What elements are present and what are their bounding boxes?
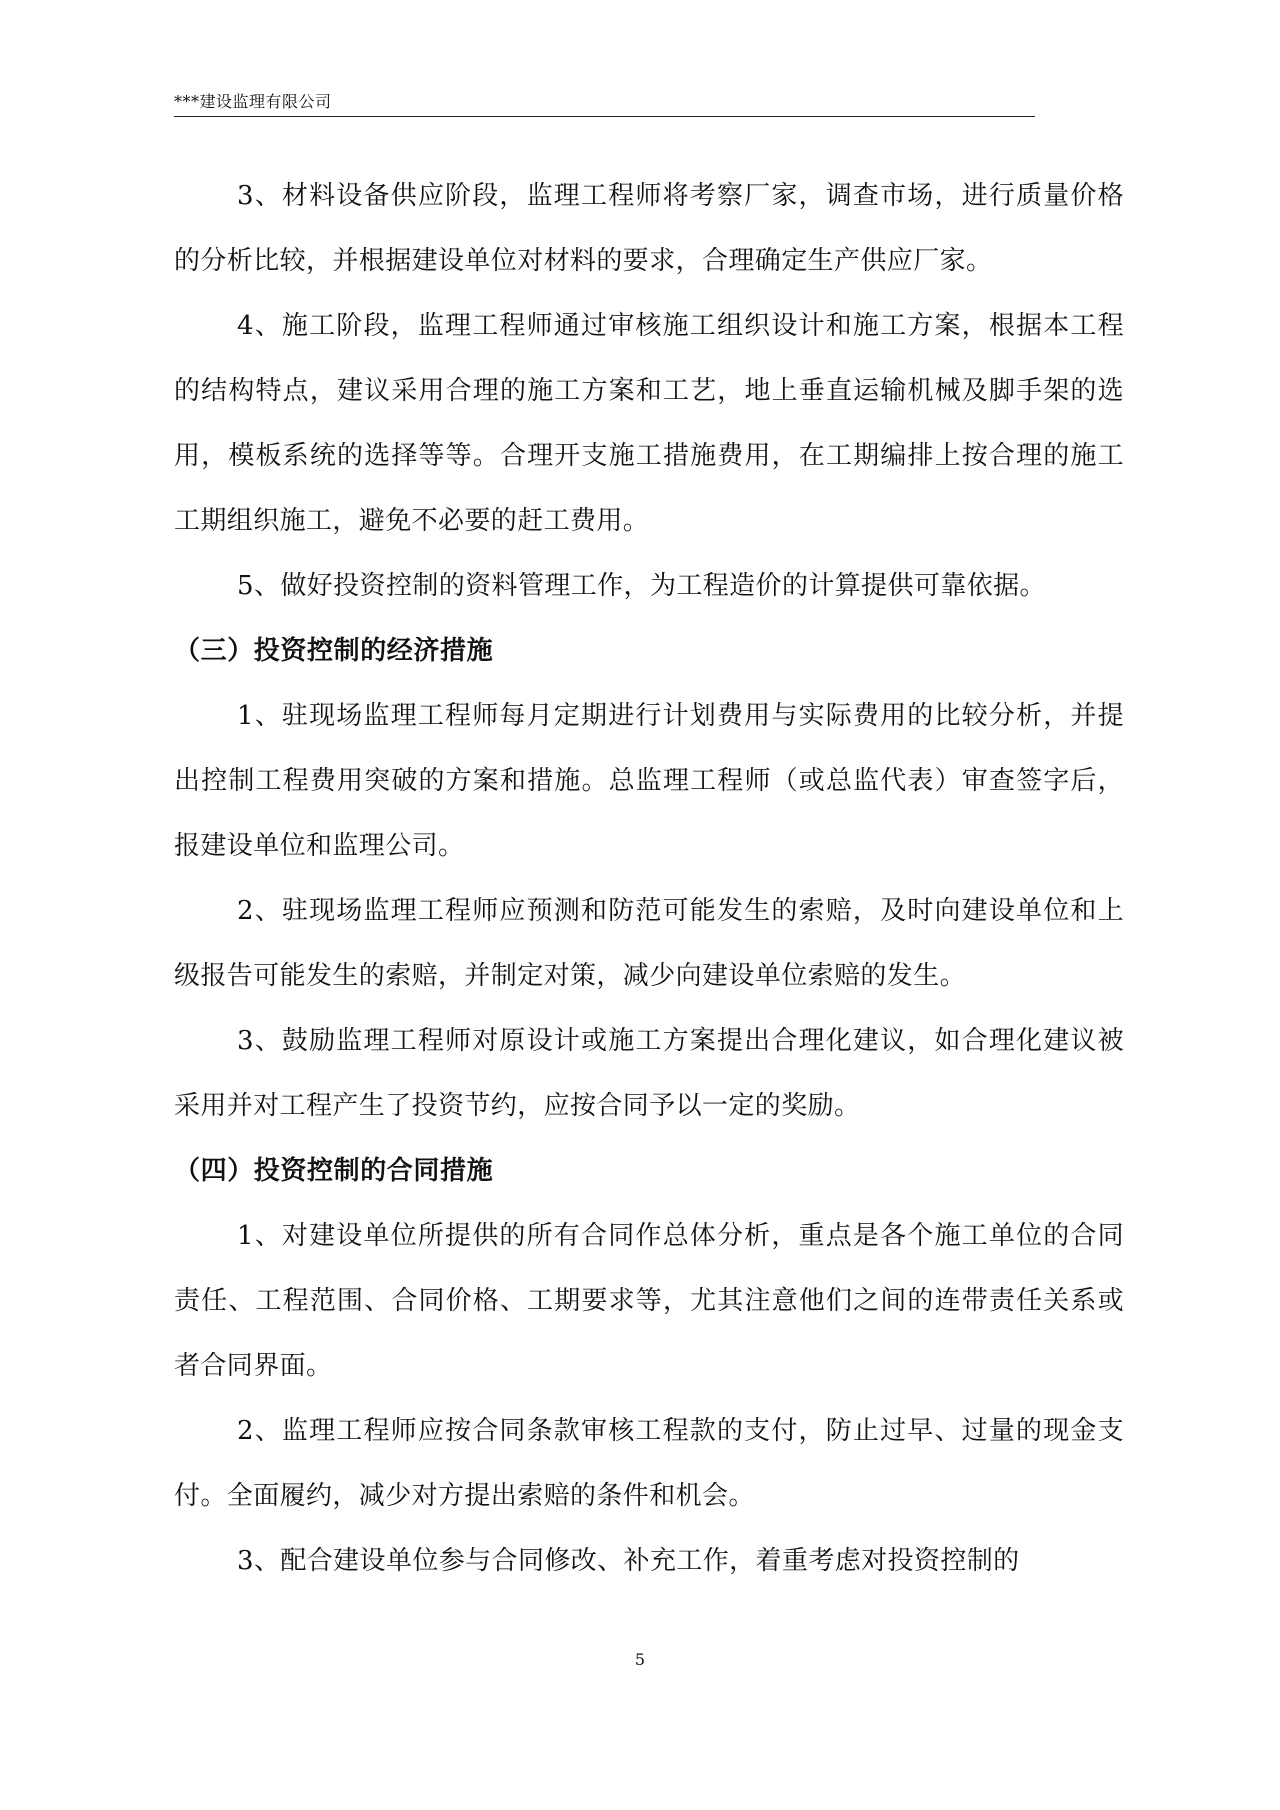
section-heading-contract-measures: （四）投资控制的合同措施 (174, 1156, 494, 1186)
document-body (174, 164, 1124, 1594)
paragraph-rationalization-reward: 3、鼓励监理工程师对原设计或施工方案提出合理化建议，如合理化建议被采用并对工程产生了投资节约，应按合同予以一定的奖励。 (174, 1026, 1124, 1121)
paragraph-contract-analysis: 1、对建设单位所提供的所有合同作总体分析，重点是各个施工单位的合同责任、工程范围、合同价格、工期要求等，尤其注意他们之间的连带责任关系或者合同界面。 (174, 1221, 1124, 1381)
section-heading-economic-measures: （三）投资控制的经济措施 (174, 636, 494, 666)
page-header (174, 92, 1035, 117)
paragraph-contract-amendment: 3、配合建设单位参与合同修改、补充工作，着重考虑对投资控制的 (237, 1546, 1020, 1576)
header-company-name: ***建设监理有限公司 (174, 92, 332, 111)
paragraph-cost-comparison: 1、驻现场监理工程师每月定期进行计划费用与实际费用的比较分析，并提出控制工程费用突破的方案和措施。总监理工程师（或总监代表）审查签字后，报建设单位和监理公司。 (174, 701, 1124, 861)
paragraph-payment-review: 2、监理工程师应按合同条款审核工程款的支付，防止过早、过量的现金支付。全面履约，减少对方提出索赔的条件和机会。 (174, 1416, 1124, 1511)
page-number: 5 (634, 1650, 646, 1669)
paragraph-material-supply: 3、材料设备供应阶段，监理工程师将考察厂家，调查市场，进行质量价格的分析比较，并根据建设单位对材料的要求，合理确定生产供应厂家。 (174, 181, 1124, 276)
paragraph-construction-stage: 4、施工阶段，监理工程师通过审核施工组织设计和施工方案，根据本工程的结构特点，建议采用合理的施工方案和工艺，地上垂直运输机械及脚手架的选用，模板系统的选择等等。合理开支施工措施费用，在工期编排上按合理的施工工期组织施工，避免不必要的赶工费用。 (174, 311, 1124, 536)
paragraph-data-management: 5、做好投资控制的资料管理工作，为工程造价的计算提供可靠依据。 (237, 571, 1046, 601)
paragraph-claim-prevention: 2、驻现场监理工程师应预测和防范可能发生的索赔，及时向建设单位和上级报告可能发生的索赔，并制定对策，减少向建设单位索赔的发生。 (174, 896, 1124, 991)
